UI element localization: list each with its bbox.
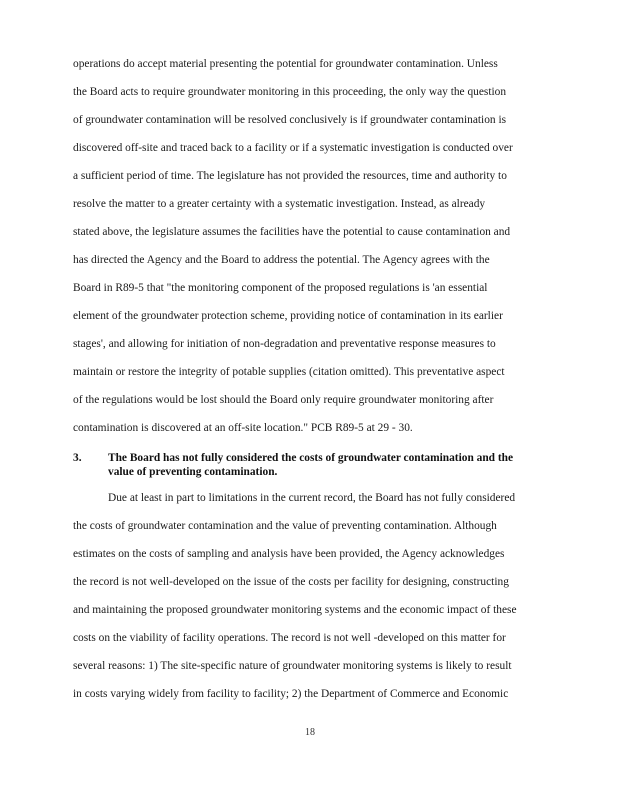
body-text-line: element of the groundwater protection scheme, providing notice of contamination in its earlier (73, 310, 503, 322)
section-number: 3. (73, 452, 82, 464)
section-heading: value of preventing contamination. (108, 466, 278, 478)
body-text-line: the record is not well-developed on the issue of the costs per facility for designing, constructing (73, 576, 509, 588)
body-text-line: resolve the matter to a greater certainty with a systematic investigation. Instead, as already (73, 198, 486, 210)
body-text-line: estimates on the costs of sampling and analysis have been provided, the Agency acknowledges (73, 548, 505, 560)
body-text-line: stages', and allowing for initiation of non-degradation and preventative response measures to (73, 338, 496, 350)
body-text-line: several reasons: 1) The site-specific nature of groundwater monitoring systems is likely to result (73, 660, 512, 672)
body-text-line: a sufficient period of time. The legislature has not provided the resources, time and authority to (73, 170, 507, 182)
body-text-line: has directed the Agency and the Board to address the potential. The Agency agrees with the (73, 254, 490, 266)
body-text-line: and maintaining the proposed groundwater monitoring systems and the economic impact of these (73, 604, 517, 616)
body-text-line: of the regulations would be lost should the Board only require groundwater monitoring after (73, 394, 494, 406)
body-text-line: stated above, the legislature assumes the facilities have the potential to cause contamination and (73, 226, 511, 238)
body-text-line: contamination is discovered at an off-site location." PCB R89-5 at 29 - 30. (73, 422, 413, 434)
body-text-line: Board in R89-5 that "the monitoring component of the proposed regulations is 'an essential (73, 282, 488, 294)
page-number: 18 (305, 727, 315, 738)
body-text-line: the Board acts to require groundwater monitoring in this proceeding, the only way the question (73, 86, 507, 98)
body-text-line: Due at least in part to limitations in the current record, the Board has not fully considered (108, 492, 516, 504)
body-text-line: discovered off-site and traced back to a facility or if a systematic investigation is conducted over (73, 142, 513, 154)
section-heading: The Board has not fully considered the costs of groundwater contamination and the (108, 452, 514, 464)
body-text-line: the costs of groundwater contamination and the value of preventing contamination. Although (73, 520, 497, 532)
body-text-line: of groundwater contamination will be resolved conclusively is if groundwater contamination is (73, 114, 507, 126)
body-text-line: in costs varying widely from facility to facility; 2) the Department of Commerce and Economic (73, 688, 509, 700)
body-text-line: costs on the viability of facility operations. The record is not well -developed on this matter for (73, 632, 506, 644)
body-text-line: maintain or restore the integrity of potable supplies (citation omitted). This preventative aspect (73, 366, 505, 378)
body-text-line: operations do accept material presenting the potential for groundwater contamination. Unless (73, 58, 498, 70)
